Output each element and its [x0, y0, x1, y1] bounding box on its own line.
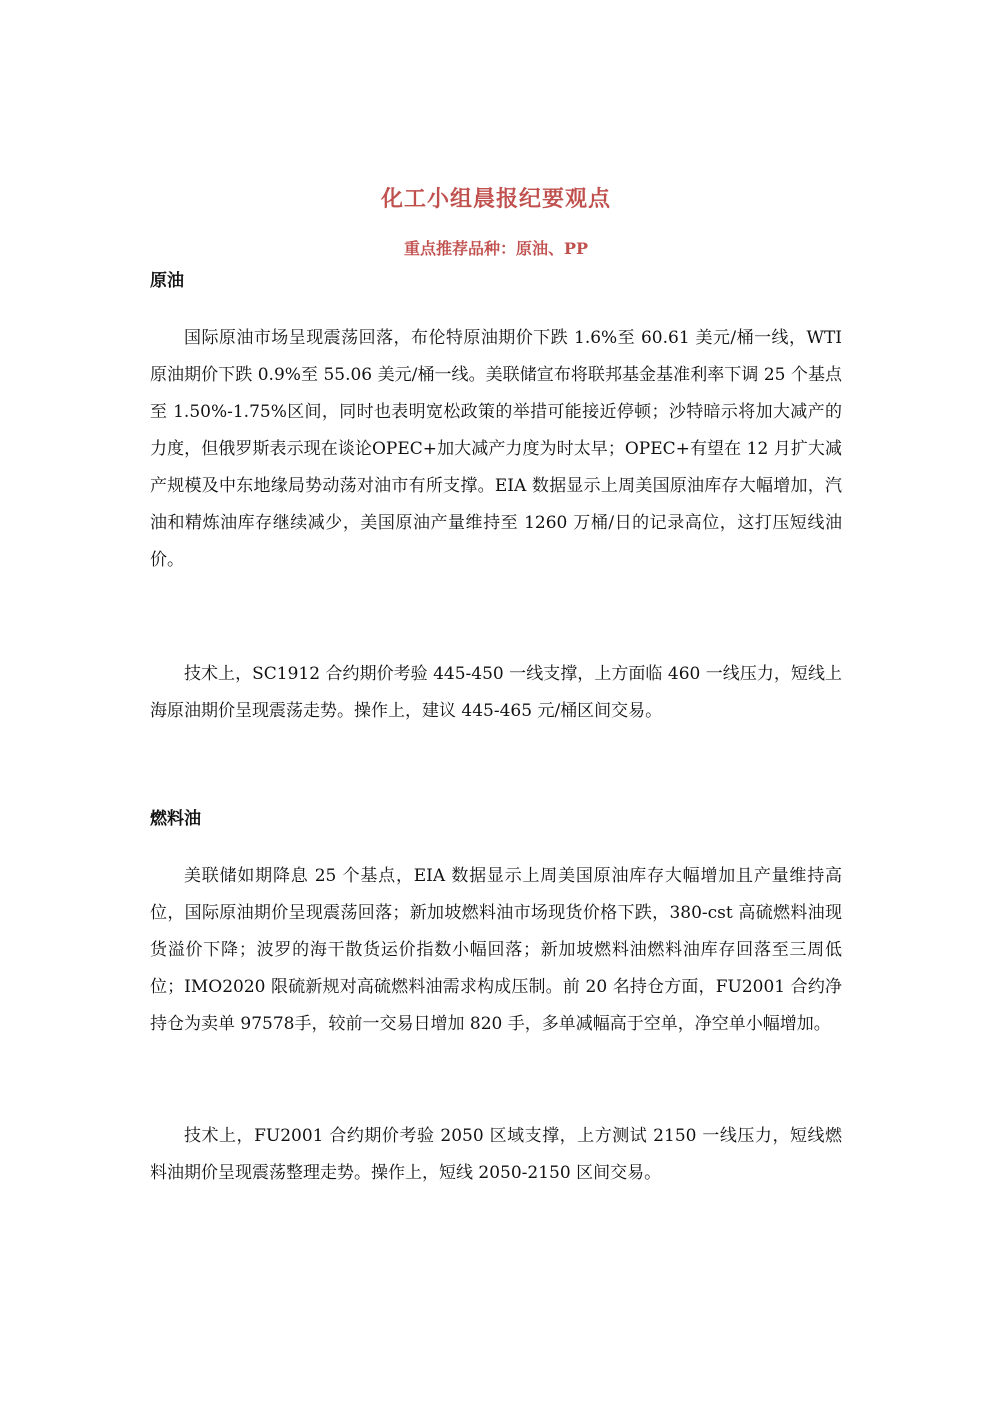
- section-heading-fuel-oil: 燃料油: [150, 809, 201, 829]
- crude-oil-paragraph-market: 国际原油市场呈现震荡回落，布伦特原油期价下跌 1.6%至 60.61 美元/桶一线，WTI 原油期价下跌 0.9%至 55.06 美元/桶一线。美联储宣布将联邦基金基准利率下调 25 个基点至 1.50%-1.75%区间，同时也表明宽松政策的举措可能接近停顿；沙特暗示将加大减产的力度，但俄罗斯表示现在谈论OPEC+加大减产力度为时太早；OPEC+有望在 12 月扩大减产规模及中东地缘局势动荡对油市有所支撑。EIA 数据显示上周美国原油库存大幅增加，汽油和精炼油库存继续减少，美国原油产量维持至 1260 万桶/日的记录高位，这打压短线油价。: [150, 328, 842, 570]
- crude-oil-paragraph-technical: 技术上，SC1912 合约期价考验 445-450 一线支撑，上方面临 460 一线压力，短线上海原油期价呈现震荡走势。操作上，建议 445-465 元/桶区间交易。: [150, 664, 842, 721]
- section-heading-crude-oil: 原油: [150, 271, 184, 291]
- fuel-oil-paragraph-technical: 技术上，FU2001 合约期价考验 2050 区域支撑，上方测试 2150 一线压力，短线燃料油期价呈现震荡整理走势。操作上，短线 2050-2150 区间交易。: [150, 1126, 842, 1183]
- fuel-oil-paragraph-market: 美联储如期降息 25 个基点，EIA 数据显示上周美国原油库存大幅增加且产量维持高位，国际原油期价呈现震荡回落；新加坡燃料油市场现货价格下跌，380-cst 高硫燃料油现货溢价下降；波罗的海干散货运价指数小幅回落；新加坡燃料油燃料油库存回落至三周低位；IMO2020 限硫新规对高硫燃料油需求构成压制。前 20 名持仓方面，FU2001 合约净持仓为卖单 97578手，较前一交易日增加 820 手，多单减幅高于空单，净空单小幅增加。: [150, 866, 842, 1034]
- document-title: 化工小组晨报纪要观点: [380, 186, 611, 212]
- document-subtitle: 重点推荐品种：原油、PP: [403, 239, 589, 258]
